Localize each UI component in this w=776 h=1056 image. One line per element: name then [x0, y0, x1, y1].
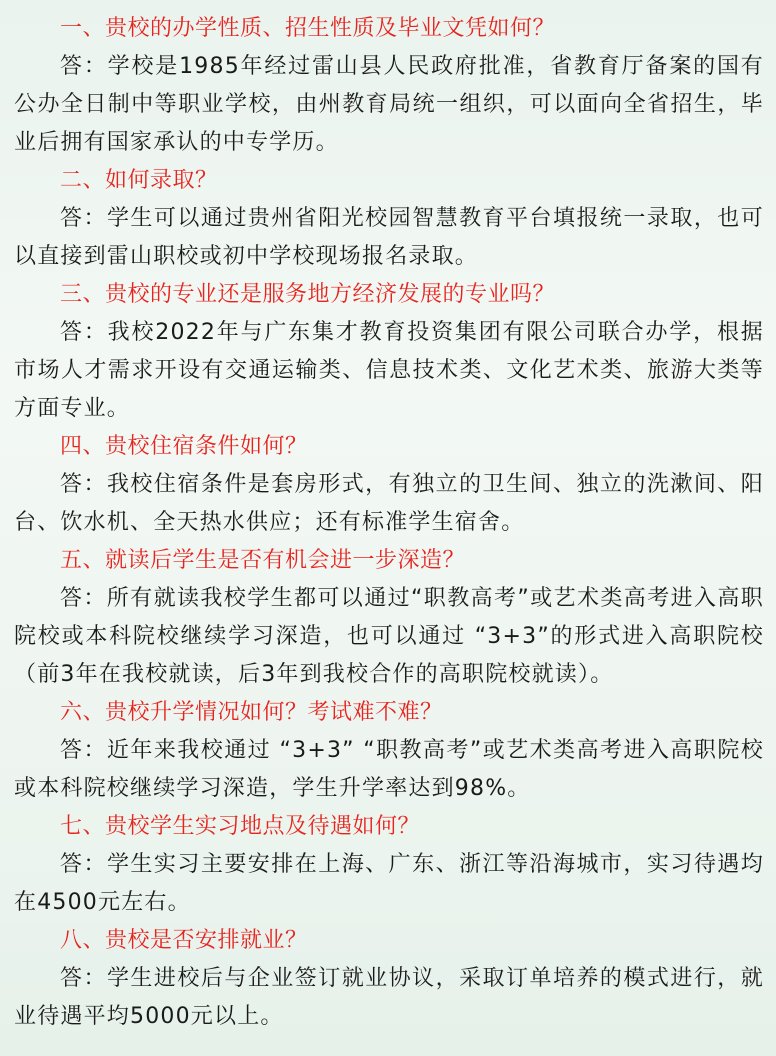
faq-item-4 — [14, 428, 764, 542]
faq-answer: 答：所有就读我校学生都可以通过“职教高考”或艺术类高考进入高职院校或本科院校继续学习深造，也可以通过 “3+3”的形式进入高职院校（前3年在我校就读，后3年到我校合作的高职院校就读）。 — [14, 586, 764, 687]
faq-item-1 — [14, 10, 764, 162]
faq-question: 四、贵校住宿条件如何？ — [60, 434, 308, 459]
faq-question: 三、贵校的专业还是服务地方经济发展的专业吗？ — [60, 282, 556, 307]
faq-answer: 答：学校是1985年经过雷山县人民政府批准，省教育厅备案的国有公办全日制中等职业学校，由州教育局统一组织，可以面向全省招生，毕业后拥有国家承认的中专学历。 — [14, 54, 764, 155]
faq-answer: 答：近年来我校通过 “3+3” “职教高考”或艺术类高考进入高职院校或本科院校继续学习深造，学生升学率达到98%。 — [14, 738, 764, 801]
faq-answer: 答：学生进校后与企业签订就业协议，采取订单培养的模式进行，就业待遇平均5000元以上。 — [14, 966, 764, 1029]
faq-answer: 答：我校住宿条件是套房形式，有独立的卫生间、独立的洗漱间、阳台、饮水机、全天热水供应；还有标准学生宿舍。 — [14, 472, 764, 535]
faq-question: 七、贵校学生实习地点及待遇如何？ — [60, 814, 421, 839]
faq-item-5 — [14, 542, 764, 694]
faq-question: 六、贵校升学情况如何？考试难不难？ — [60, 700, 443, 725]
faq-question: 八、贵校是否安排就业？ — [60, 928, 308, 953]
faq-question: 一、贵校的办学性质、招生性质及毕业文凭如何？ — [60, 16, 556, 41]
faq-item-8 — [14, 922, 764, 1036]
faq-question: 五、就读后学生是否有机会进一步深造？ — [60, 548, 466, 573]
faq-answer: 答：学生实习主要安排在上海、广东、浙江等沿海城市，实习待遇均在4500元左右。 — [14, 852, 764, 915]
faq-question: 二、如何录取？ — [60, 168, 218, 193]
faq-answer: 答：学生可以通过贵州省阳光校园智慧教育平台填报统一录取，也可以直接到雷山职校或初中学校现场报名录取。 — [14, 206, 764, 269]
faq-answer: 答：我校2022年与广东集才教育投资集团有限公司联合办学，根据市场人才需求开设有交通运输类、信息技术类、文化艺术类、旅游大类等方面专业。 — [14, 320, 764, 421]
faq-item-6 — [14, 694, 764, 808]
faq-item-3 — [14, 276, 764, 428]
faq-item-2 — [14, 162, 764, 276]
faq-item-7 — [14, 808, 764, 922]
